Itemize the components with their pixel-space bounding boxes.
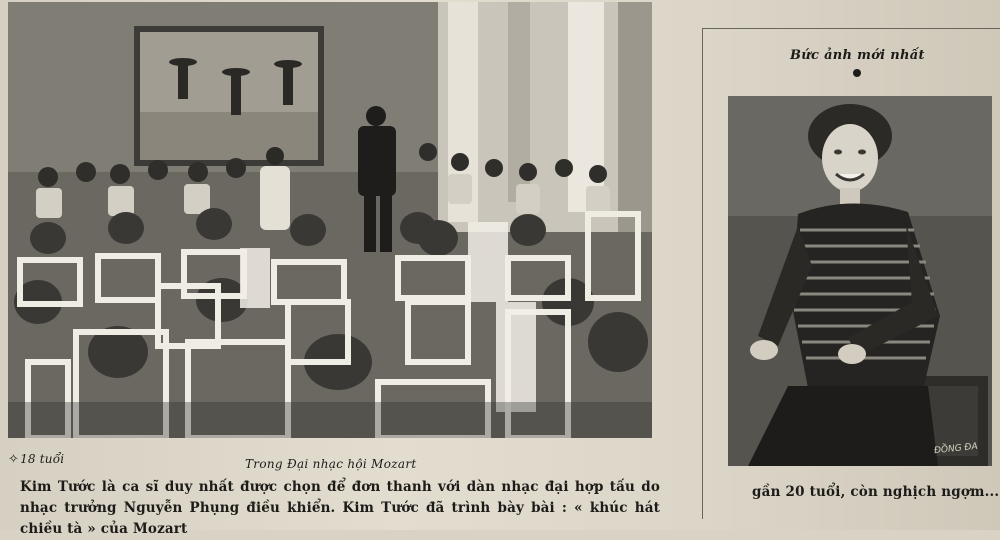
age-text: 18 tuổi xyxy=(20,452,65,466)
portrait-caption: gần 20 tuổi, còn nghịch ngợm... xyxy=(752,484,1000,500)
star-bullet-icon: ✧ xyxy=(8,452,20,467)
age-label-18 xyxy=(8,452,64,467)
photo-caption: Kim Tước là ca sĩ duy nhất được chọn để đơn thanh với dàn nhạc đại hợp tấu do nhạc trưởng Nguyễn Phụng điều khiển. Kim Tước đã trình bày bài : « khúc hát chiều tà » của Mozart xyxy=(20,479,660,537)
bullet-dot-icon xyxy=(853,69,861,77)
photo-title: Trong Đại nhạc hội Mozart xyxy=(245,457,417,471)
portrait-photo xyxy=(728,96,992,466)
right-heading: Bức ảnh mới nhất xyxy=(790,48,925,63)
concert-photo xyxy=(8,2,652,438)
photographer-signature: ĐỒNG ĐA xyxy=(933,441,979,457)
